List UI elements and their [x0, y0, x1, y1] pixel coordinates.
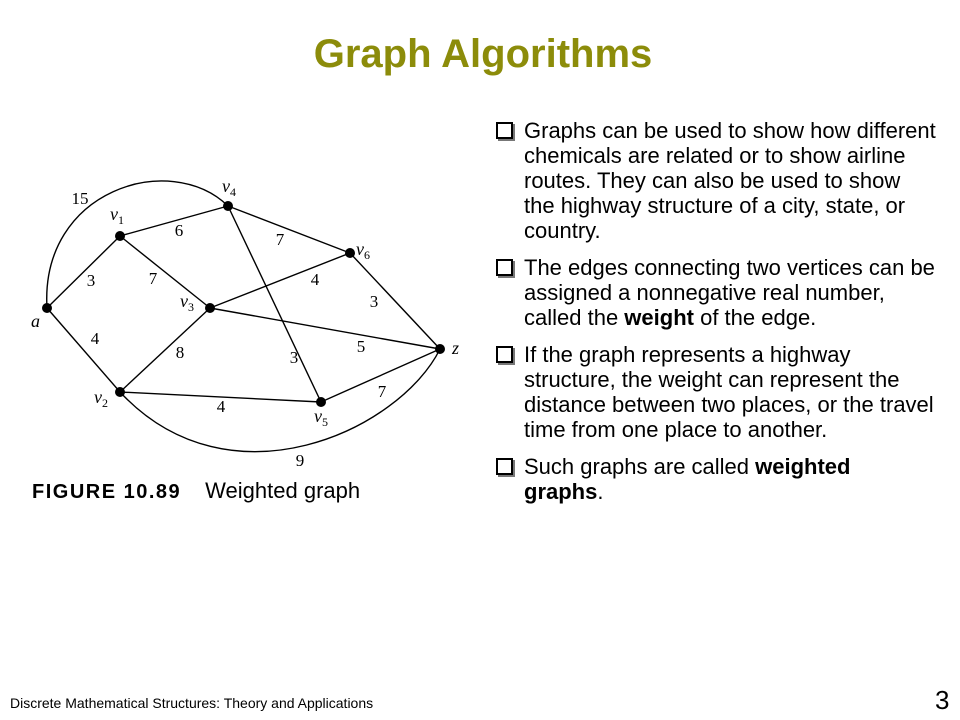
weight-label-v4-v5: 3: [289, 348, 299, 367]
edge-v6-z: [350, 253, 440, 349]
weight-label-v5-z: 7: [377, 382, 387, 401]
figure-caption-label: FIGURE 10.89: [32, 481, 182, 503]
weight-label-v3-z: 5: [356, 337, 366, 356]
vertex-v1: [115, 231, 125, 241]
vertex-label-main: v: [180, 291, 188, 311]
bullet-list: [496, 118, 936, 516]
weight-label-v3-v2: 8: [175, 343, 185, 362]
vertex-label-main: a: [31, 311, 40, 331]
vertex-label-main: v: [94, 387, 102, 407]
bullet-bold-text: weighted graphs: [524, 454, 851, 504]
bullet-item: [496, 454, 936, 504]
vertex-label-v1: [110, 204, 124, 227]
weight-label-v3-v6: 4: [310, 270, 320, 289]
footer-text: Discrete Mathematical Structures: Theory and Applications: [10, 695, 374, 711]
weight-label-a-v4: 15: [71, 189, 89, 208]
vertex-label-main: z: [452, 338, 460, 358]
vertex-label-subscript: 2: [102, 396, 108, 410]
bullet-text: Graphs can be used to show how different chemicals are related or to show airline routes. They can also be used to show the highway structure of a city, state, or country.: [524, 118, 936, 243]
edge-v3-v2: [120, 308, 210, 392]
vertex-label-v4: [222, 176, 236, 199]
vertex-label-subscript: 4: [230, 185, 236, 199]
weight-label-v4-v6: 7: [275, 230, 285, 249]
vertex-label-main: v: [314, 406, 322, 426]
vertex-v4: [223, 201, 233, 211]
vertex-label-v2: [94, 387, 108, 410]
figure-caption: [32, 478, 360, 504]
bullet-text: of the edge.: [693, 305, 817, 330]
bullet-text: If the graph represents a highway structure, the weight can represent the distance between two places, or the travel time from one place to another.: [524, 342, 934, 442]
vertex-label-a: [31, 311, 40, 331]
vertex-labels: [31, 176, 459, 429]
edge-v4-v5: [228, 206, 321, 402]
edge-a-v2: [47, 308, 120, 392]
weight-label-v2-z: 9: [295, 451, 305, 470]
graph-edges: [47, 181, 440, 452]
bullet-text: .: [597, 479, 604, 504]
weight-label-a-v1: 3: [86, 271, 96, 290]
weight-label-a-v2: 4: [90, 329, 100, 348]
edge-v3-z: [210, 308, 440, 349]
vertex-label-subscript: 1: [118, 213, 124, 227]
vertex-label-main: v: [356, 239, 364, 259]
vertex-label-subscript: 6: [364, 248, 370, 262]
checkbox-bullet-icon: [496, 122, 513, 139]
slide-title: Graph Algorithms: [313, 32, 653, 76]
vertex-label-v5: [314, 406, 328, 429]
vertex-label-v6: [356, 239, 370, 262]
vertex-label-z: [451, 338, 459, 358]
vertex-z: [435, 344, 445, 354]
vertex-a: [42, 303, 52, 313]
weight-label-v1-v4: 6: [174, 221, 184, 240]
vertex-label-subscript: 5: [322, 415, 328, 429]
bullet-item: [496, 255, 936, 330]
vertex-label-main: v: [110, 204, 118, 224]
checkbox-bullet-icon: [496, 346, 513, 363]
edge-v1-v3: [120, 236, 210, 308]
vertex-label-subscript: 3: [188, 300, 194, 314]
vertex-v3: [205, 303, 215, 313]
bullet-text: The edges connecting two vertices can be assigned a nonnegative real number, called the: [524, 255, 935, 330]
vertex-label-v3: [180, 291, 194, 314]
graph-vertices: [42, 201, 445, 407]
bullet-text: Such graphs are called: [524, 454, 756, 479]
figure-caption-text: Weighted graph: [205, 478, 361, 503]
vertex-label-main: v: [222, 176, 230, 196]
bullet-item: [496, 342, 936, 442]
checkbox-bullet-icon: [496, 259, 513, 276]
page-number: 3: [935, 685, 950, 715]
checkbox-bullet-icon: [496, 458, 513, 475]
bullet-item: [496, 118, 936, 243]
weight-label-v1-v3: 7: [148, 269, 158, 288]
weighted-graph-figure: [28, 170, 468, 480]
vertex-v2: [115, 387, 125, 397]
weight-label-v2-v5: 4: [216, 397, 226, 416]
edge-v3-v6: [210, 253, 350, 308]
bullet-bold-text: weight: [624, 305, 694, 330]
weight-label-v6-z: 3: [369, 292, 379, 311]
vertex-v6: [345, 248, 355, 258]
